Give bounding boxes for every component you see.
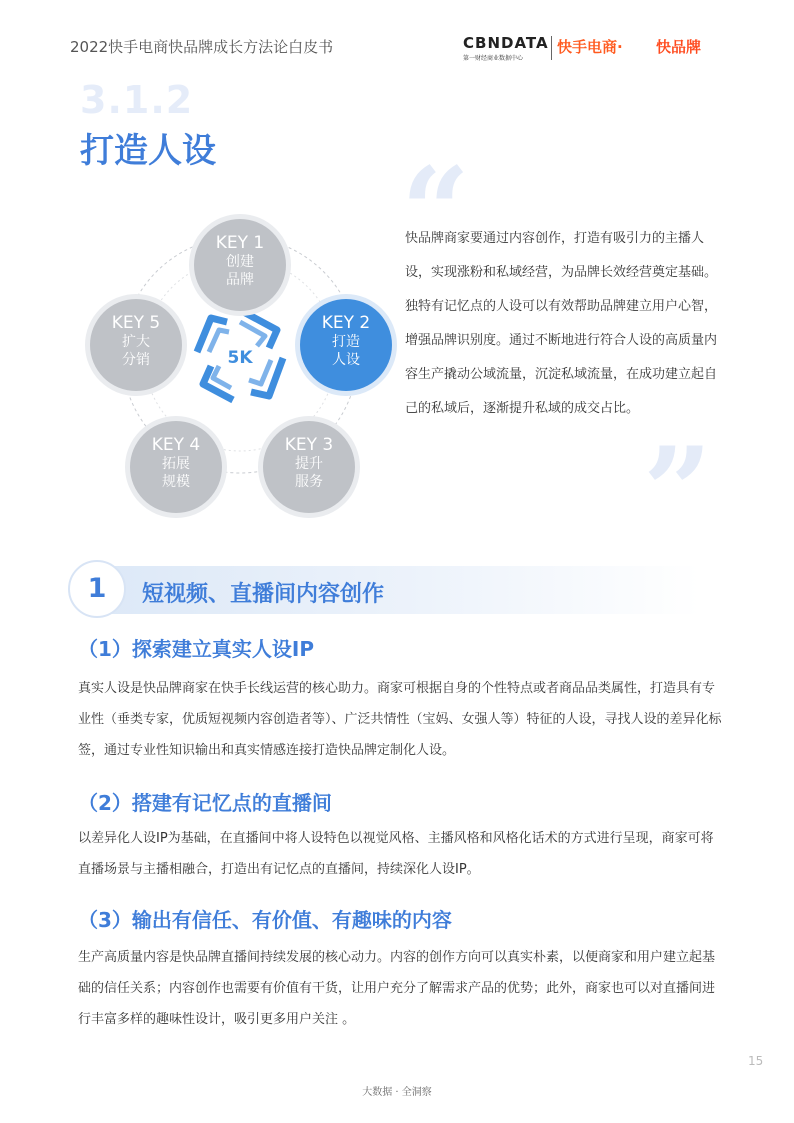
kuaipinpai-logo: 快品牌 [656, 38, 702, 56]
key-1-line1: 创建 [226, 254, 254, 270]
subsection-3-heading: （3）输出有信任、有价值、有趣味的内容 [78, 908, 452, 932]
key-1-circle [194, 219, 286, 311]
key-3-label: KEY 3 [284, 435, 334, 455]
quote-text: 快品牌商家要通过内容创作，打造有吸引力的主播人设，实现涨粉和私域经营，为品牌长效经营奠定基础。独特有记忆点的人设可以有效帮助品牌建立用户心智，增强品牌识别度。通过不断地进行符合人设的高质量内容生产撬动公域流量，沉淀私域流量，在成功建立起自己的私域后，逐渐提升私域的成交占比。 [405, 231, 718, 416]
subsection-1-heading: （1）探索建立真实人设IP [78, 637, 315, 661]
key-1-label: KEY 1 [215, 233, 265, 253]
key-4-line2: 规模 [162, 474, 190, 490]
footer-tagline: 大数据 · 全洞察 [362, 1087, 432, 1098]
chapter-title: 短视频、直播间内容创作 [142, 582, 385, 607]
key-3-circle [263, 421, 355, 513]
cbndata-logo-subtitle: 第一财经商业数据中心 [463, 55, 524, 62]
subsection-2-body: 以差异化人设IP为基础，在直播间中将人设特色以视觉风格、主播风格和风格化话术的方式进行呈现，商家可将直播场景与主播相融合，打造出有记忆点的直播间，持续深化人设IP。 [78, 831, 714, 877]
key-5-circle [90, 299, 182, 391]
cbndata-logo: CBNDATA [463, 34, 549, 52]
key-3-line1: 提升 [295, 456, 323, 472]
kuaishou-ecommerce-logo: 快手电商· [557, 38, 623, 56]
logo-divider [551, 36, 552, 60]
key-5-label: KEY 5 [111, 313, 161, 333]
key-1-line2: 品牌 [226, 272, 254, 288]
key-4-line1: 拓展 [162, 456, 190, 472]
page-number: 15 [748, 1054, 764, 1068]
key-2-line1: 打造 [332, 334, 360, 350]
key-4-circle [130, 421, 222, 513]
key-2-label: KEY 2 [321, 313, 371, 333]
close-quote-icon: ” [643, 421, 713, 562]
key-5-line1: 扩大 [122, 334, 150, 350]
subsection-1-body: 真实人设是快品牌商家在快手长线运营的核心助力。商家可根据自身的个性特点或者商品品类属性，打造具有专业性（垂类专家，优质短视频内容创造者等）、广泛共情性（宝妈、女强人等）特征的人设，寻找人设的差异化标签，通过专业性知识输出和真实情感连接打造快品牌定制化人设。 [78, 681, 722, 758]
key-5-line2: 分销 [122, 352, 150, 368]
key-4-label: KEY 4 [151, 435, 201, 455]
key-2-circle [300, 299, 392, 391]
chapter-number: 1 [68, 560, 126, 618]
document-title: 2022快手电商快品牌成长方法论白皮书 [70, 38, 334, 56]
open-quote-icon: “ [401, 141, 471, 282]
five-keys-diagram [80, 205, 400, 505]
subsection-2-heading: （2）搭建有记忆点的直播间 [78, 791, 332, 815]
key-3-line2: 服务 [295, 474, 323, 490]
key-2-line2: 人设 [332, 352, 360, 368]
diagram-center-label: 5K [227, 348, 253, 368]
subsection-3-body: 生产高质量内容是快品牌直播间持续发展的核心动力。内容的创作方向可以真实朴素，以便商家和用户建立起基础的信任关系；内容创作也需要有价值有干货，让用户充分了解需求产品的优势；此外，商家也可以对直播间进行丰富多样的趣味性设计，吸引更多用户关注 。 [78, 950, 716, 1027]
section-number: 3.1.2 [80, 78, 194, 122]
section-title: 打造人设 [80, 131, 216, 171]
